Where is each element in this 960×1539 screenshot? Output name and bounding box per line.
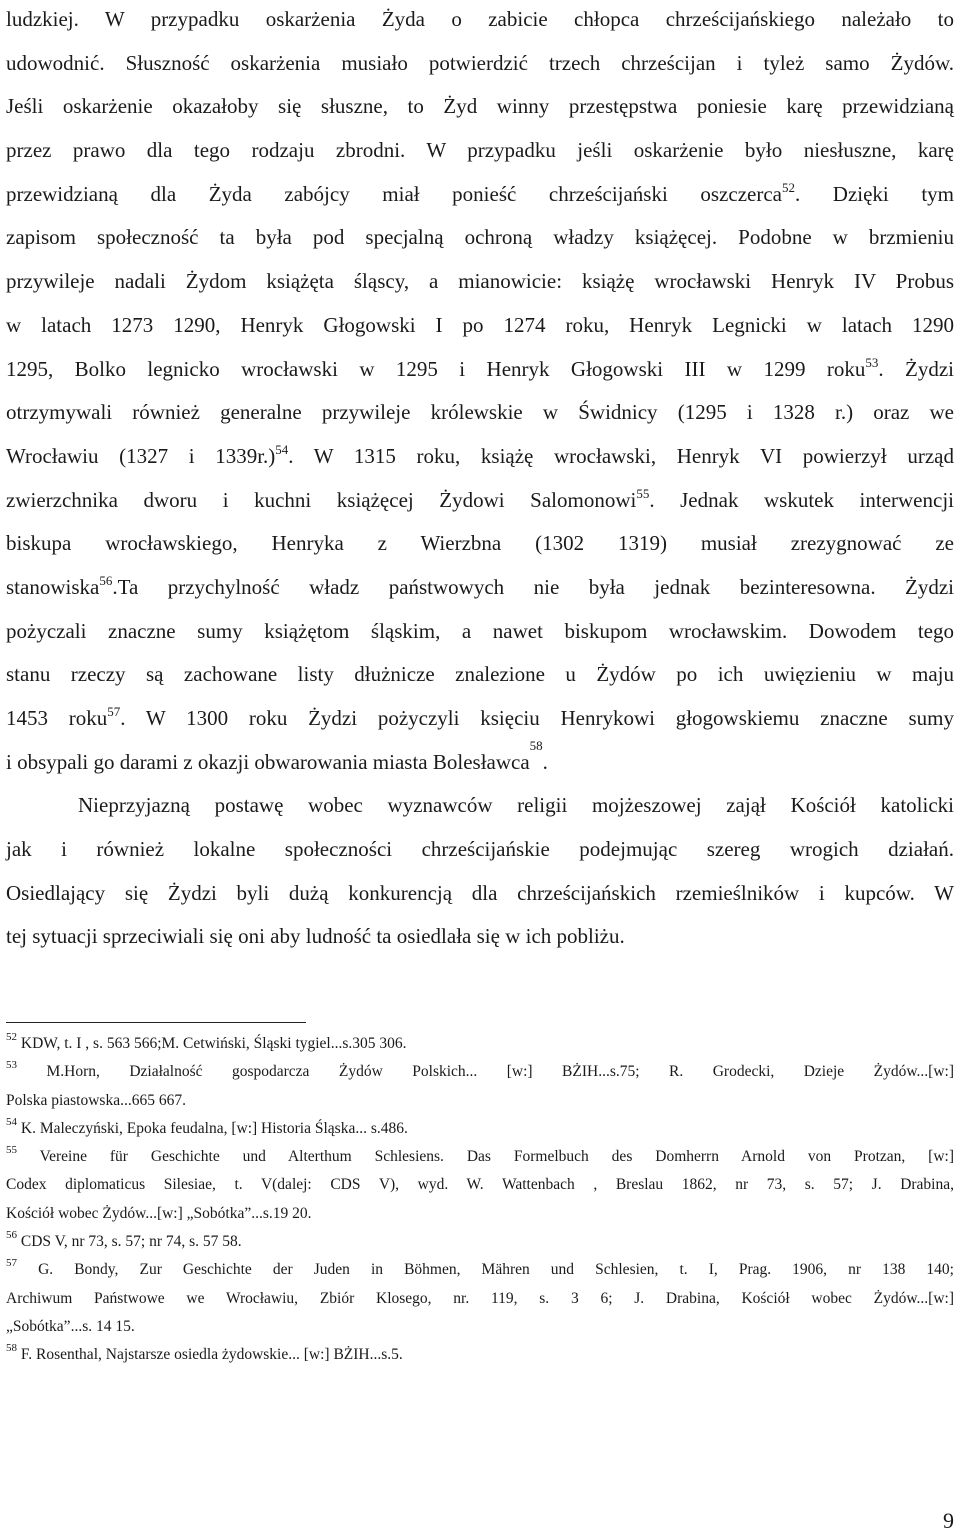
footnote-line [6, 1171, 954, 1199]
footnote-text: M.Horn, Działalność gospodarcza Żydów Polskich... [w:] BŻIH...s.75; R. Grodecki, Dzieje Żydów...[w:] [17, 1063, 954, 1081]
body-line-text: . W 1300 roku Żydzi pożyczyli księciu Henrykowi głogowskiemu znaczne sumy [120, 706, 955, 730]
footnote-ref: 53 [865, 354, 879, 370]
body-line-text: jak i również lokalne społeczności chrześcijańskie podejmując szereg wrogich działań. [6, 837, 954, 862]
body-line-text: Wrocławiu (1327 i 1339r.) [6, 443, 276, 468]
footnote-text: Codex diplomaticus Silesiae, t. V(dalej: CDS V), wyd. W. Wattenbach , Breslau 1862, nr 73, s. 57; J. Drabina, [6, 1176, 954, 1194]
footnote-line [6, 1313, 954, 1341]
body-line [6, 615, 954, 659]
body-line-text: i obsypali go darami z okazji obwarowania miasta Bolesławca [6, 749, 530, 774]
footnote-separator [6, 1022, 306, 1023]
body-line [6, 484, 954, 528]
body-line-text: zapisom społeczność ta była pod specjalną ochroną władzy książęcej. Podobne w brzmieniu [6, 225, 954, 250]
body-line [6, 833, 954, 877]
footnote-number: 56 [6, 1229, 17, 1242]
body-line-text: zwierzchnika dworu i kuchni książęcej Żydowi Salomonowi [6, 487, 637, 512]
body-line-text: w latach 1273 1290, Henryk Głogowski I po 1274 roku, Henryk Legnicki w latach 1290 [6, 312, 954, 337]
footnote-line [6, 1285, 954, 1313]
footnote-line [6, 1200, 954, 1228]
body-line [6, 134, 954, 178]
body-line-text: tej sytuacji sprzeciwiali się oni aby ludność ta osiedlała się w ich pobliżu. [6, 924, 625, 949]
body-line [6, 265, 954, 309]
body-line-text: . Żydzi [878, 356, 955, 381]
body-line-text: Osiedlający się Żydzi byli dużą konkurencją dla chrześcijańskich rzemieślników i kupców. W [6, 880, 954, 905]
footnote-number: 57 [6, 1257, 17, 1270]
body-line-text: .Ta przychylność władz państwowych nie była jednak bezinteresowna. Żydzi [112, 574, 954, 599]
body-line-text: . Jednak wskutek interwencji [649, 487, 954, 512]
body-line [6, 571, 954, 615]
footnote-text: K. Maleczyński, Epoka feudalna, [w:] Historia Śląska... s.486. [17, 1119, 408, 1137]
body-line-text: stanu rzeczy są zachowane listy dłużnicze znalezione u Żydów po ich uwięzieniu w maju [6, 662, 954, 687]
footnote-ref: 58 [529, 737, 543, 753]
footnote-text: Vereine für Geschichte und Alterthum Schlesiens. Das Formelbuch des Domherrn Arnold von Protzan, [w:] [17, 1148, 954, 1166]
footnote-number: 58 [6, 1342, 17, 1355]
body-line-text: udowodnić. Słuszność oskarżenia musiało potwierdzić trzech chrześcijan i tyleż samo Żydów. [6, 50, 954, 75]
footnote-line [6, 1115, 954, 1143]
footnote-text: CDS V, nr 73, s. 57; nr 74, s. 57 58. [17, 1233, 242, 1251]
body-line-text: . Dzięki tym [794, 181, 954, 206]
body-line [6, 309, 954, 353]
body-line [6, 920, 954, 964]
footnote-ref: 56 [99, 572, 113, 588]
body-line [6, 440, 954, 484]
footnotes [6, 1030, 954, 1370]
footnote-line [6, 1143, 954, 1171]
body-line [6, 3, 954, 47]
body-line [6, 221, 954, 265]
footnote-line [6, 1228, 954, 1256]
footnote-ref: 52 [781, 179, 795, 195]
footnote-ref: 57 [107, 704, 121, 719]
body-line-text: ludzkiej. W przypadku oskarżenia Żyda o zabicie chłopca chrześcijańskiego należało to [6, 7, 954, 31]
footnote-text: „Sobótka”...s. 14 15. [6, 1317, 135, 1335]
footnote-number: 55 [6, 1144, 17, 1157]
body-line-text: 1295, Bolko legnicko wrocławski w 1295 i Henryk Głogowski III w 1299 roku [6, 356, 866, 381]
body-line [6, 658, 954, 702]
footnote-ref: 55 [636, 485, 650, 501]
footnote-line [6, 1058, 954, 1086]
body-line [6, 396, 954, 440]
footnote-line [6, 1341, 954, 1369]
body-line-text: pożyczali znaczne sumy książętom śląskim, a nawet biskupom wrocławskim. Dowodem tego [6, 618, 954, 643]
body-line-text: Nieprzyjazną postawę wobec wyznawców religii mojżeszowej zajął Kościół katolicki [78, 793, 954, 818]
body-text [6, 3, 954, 964]
footnote-text: KDW, t. I , s. 563 566;M. Cetwiński, Śląski tygiel...s.305 306. [17, 1035, 407, 1052]
footnote-number: 53 [6, 1059, 17, 1072]
footnote-line [6, 1087, 954, 1115]
footnote-line [6, 1030, 954, 1058]
body-line-text: . W 1315 roku, książę wrocławski, Henryk VI powierzył urząd [288, 443, 954, 468]
footnote-ref: 54 [275, 441, 289, 457]
body-line [6, 737, 954, 790]
body-line-text: stanowiska [6, 574, 100, 599]
body-line-text: . [542, 749, 548, 774]
footnote-text: F. Rosenthal, Najstarsze osiedla żydowskie... [w:] BŻIH...s.5. [17, 1346, 403, 1364]
footnote-text: G. Bondy, Zur Geschichte der Juden in Böhmen, Mähren und Schlesien, t. I, Prag. 1906, nr 138 140; [17, 1261, 954, 1279]
body-line [6, 789, 954, 833]
body-line-text: przez prawo dla tego rodzaju zbrodni. W przypadku jeśli oskarżenie było niesłuszne, karę [6, 138, 954, 163]
footnote-text: Archiwum Państwowe we Wrocławiu, Zbiór Klosego, nr. 119, s. 3 6; J. Drabina, Kościół wobec Żydów...[w:] [6, 1289, 954, 1307]
body-line [6, 353, 954, 397]
footnote-text: Kościół wobec Żydów...[w:] „Sobótka”...s.19 20. [6, 1204, 312, 1222]
footnote-number: 54 [6, 1115, 17, 1128]
body-line-text: Jeśli oskarżenie okazałoby się słuszne, to Żyd winny przestępstwa poniesie karę przewidzianą [6, 94, 954, 119]
body-line-text: otrzymywali również generalne przywileje królewskie w Świdnicy (1295 i 1328 r.) oraz we [6, 400, 954, 425]
body-line-text: przywileje nadali Żydom książęta śląscy, a mianowicie: książę wrocławski Henryk IV Probus [6, 269, 954, 294]
footnote-line [6, 1256, 954, 1284]
footnote-text: Polska piastowska...665 667. [6, 1091, 186, 1109]
body-line [6, 877, 954, 921]
body-line-text: biskupa wrocławskiego, Henryka z Wierzbna (1302 1319) musiał zrezygnować ze [6, 531, 954, 556]
body-line [6, 90, 954, 134]
body-line [6, 527, 954, 571]
body-line [6, 702, 954, 746]
body-line [6, 47, 954, 91]
body-line [6, 178, 954, 222]
page-number: 9 [943, 1508, 954, 1533]
footnote-number: 52 [6, 1031, 17, 1043]
body-line-text: przewidzianą dla Żyda zabójcy miał ponieść chrześcijański oszczerca [6, 181, 782, 206]
body-line-text: 1453 roku [6, 706, 108, 730]
